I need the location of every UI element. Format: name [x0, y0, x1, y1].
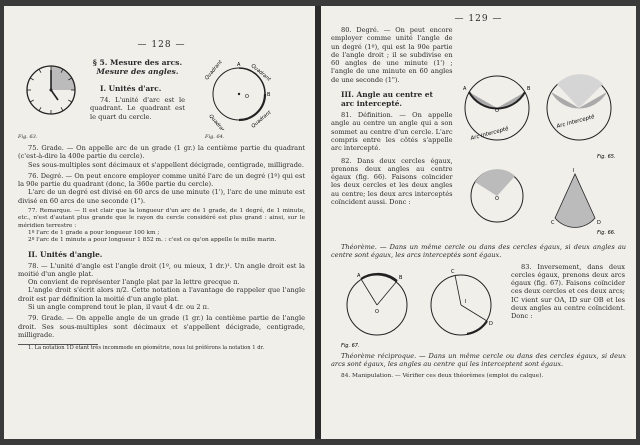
sector-shade: [555, 174, 595, 227]
figure-64: [185, 58, 293, 140]
point-label: A: [462, 86, 466, 92]
center-label: O: [494, 108, 499, 114]
paragraph-75: 75. Grade. — On appelle arc de un grade (1 gr.) la centième partie du quadrant (c'est-à-dire la 400e partie du cercle).: [18, 144, 305, 161]
paragraph-78b: On convient de représenter l'angle plat par la lettre grecque π.: [28, 278, 240, 287]
clock-hand: [51, 90, 58, 100]
paragraph-77b: 1º l'arc de 1 grade a pour longueur 100 km ;: [28, 229, 160, 236]
sector-shade: [469, 92, 525, 109]
paragraph-78: 78. — L'unité d'angle est l'angle droit (1º, ou mieux, 1 dr.)¹. Un angle droit est la moitié d'un angle plat.: [18, 261, 305, 278]
clock-diagram: [18, 58, 84, 130]
center-label: I: [572, 168, 575, 174]
paragraph-76: 76. Degré. — On peut encore employer comme unité l'arc de un degré (1º) qui est la 90e partie du quadrant (donc, la 360e partie du cercle).: [18, 171, 305, 189]
figure-caption: Fig. 67.: [341, 342, 360, 349]
theorem-2: Théorème réciproque. — Dans un même cercle ou dans des cercles égaux, si deux arcs sont égaux, les angles au centre qui les interceptent sont égaux.: [331, 351, 626, 368]
figure-67-diagram: [331, 263, 511, 349]
page-number: — 128 —: [137, 40, 186, 50]
point-label: C: [550, 220, 555, 226]
arc-label: Arc intercepté: [469, 126, 509, 142]
theorem-1: Théorème. — Dans un même cercle ou dans des cercles égaux, si deux angles au centre sont égaux, les arcs interceptés sont égaux.: [331, 243, 626, 260]
paragraph-77c: 2º l'arc de 1 minute a pour longueur 1 852 m. : c'est ce qu'on appelle le mille marin.: [28, 237, 277, 244]
page-number: — 129 —: [454, 14, 503, 24]
quadrant-label: Quadrant: [207, 113, 228, 130]
arc-label: Arc intercepté: [555, 114, 595, 130]
paragraph-79: 79. Grade. — On appelle angle de un grade (1 gr.) la centième partie de l'angle droit. Ses sous-multiples sont décimaux et s'appellent décigrade, centigrade, milligrade.: [18, 314, 305, 339]
figure-63: [18, 58, 86, 140]
figure-caption: Fig. 66.: [596, 230, 616, 236]
paragraph-78d: Si un angle comprend tout le plan, il vaut 4 dr. ou 2 π.: [28, 303, 210, 312]
point-label: C: [451, 268, 455, 275]
figure-caption: Fig. 65.: [596, 154, 616, 160]
point-label: D: [489, 320, 493, 327]
paragraph-83: 83. Inversement, dans deux cercles égaux, prenons deux arcs égaux (fig. 67). Faisons coïncider ces deux cercles et ces deux arcs; IC vient sur OA, ID sur OB et les deux angles au centre coïncident. Donc :: [511, 262, 625, 321]
figure-caption: Fig. 63.: [18, 134, 38, 140]
point-label: B: [267, 92, 271, 98]
quadrant-label: Quadrant: [250, 109, 273, 130]
quadrant-circle-diagram: [185, 58, 289, 130]
subheading-unites-angle: II. Unités d'angle.: [28, 249, 103, 259]
left-page: [4, 6, 315, 439]
paragraph-80: 80. Degré. — On peut encore employer comme unité l'angle de un degré (1º), qui est la 90e partie de l'angle droit ; il se subdivise en 60 angles de une minute (1') ; l'angle de une minute en 60 angles de une seconde (1").: [331, 26, 453, 84]
paragraph-76b: L'arc de un degré est divisé en 60 arcs de une minute (1'), l'arc de une minute est divisé en 60 arcs de une seconde (1").: [18, 188, 305, 205]
paragraph-81: 81. Définition. — On appelle angle au centre un angle qui a son sommet au centre d'un cercle. L'arc compris entre les côtés s'appelle arc intercepté.: [331, 111, 453, 153]
point-label: D: [596, 220, 601, 226]
subheading-unites-arc: I. Unités d'arc.: [100, 84, 162, 93]
center-label: I: [465, 298, 467, 305]
paragraph-77: 77. Remarque. — Il est clair que la longueur d'un arc de 1 grade, de 1 degré, de 1 minute, etc., n'est d'autant plus grande que le rayon du cercle considéré est plus grand : ainsi, sur le méridien terrestre :: [18, 208, 305, 229]
section-subtitle: Mesure des angles.: [96, 67, 179, 76]
paragraph-84: 84. Manipulation. — Vérifier ces deux théorèmes (emploi du calque).: [341, 373, 544, 380]
footnote: 1. La notation 1D étant très incommode en géométrie, nous lui préférons la notation 1 dr.: [28, 345, 265, 352]
paragraph-78c: L'angle droit s'écrit alors π/2. Cette notation a l'avantage de rappeler que l'angle droit est par définition la moitié d'un angle plat.: [18, 286, 305, 303]
center-label: O: [375, 308, 379, 315]
quadrant-label: Quadrant: [203, 59, 224, 82]
right-page: [321, 6, 636, 439]
point-label: A: [237, 62, 241, 68]
point-label: B: [399, 274, 403, 281]
center-label: O: [245, 94, 249, 100]
center-label: O: [494, 196, 499, 202]
figure-65-diagram: [457, 62, 625, 162]
paragraph-74: 74. L'unité d'arc est le quadrant. Le quadrant est le quart du cercle.: [90, 96, 185, 121]
point-label: B: [526, 86, 531, 92]
section-title: § 5. Mesure des arcs.: [92, 58, 183, 67]
figure-caption: Fig. 64.: [205, 134, 225, 140]
paragraph-82: 82. Dans deux cercles égaux, prenons deux angles au centre égaux (fig. 66). Faisons coïncider les deux cercles et les deux angles au centre; les deux arcs interceptés coïncident aussi. Donc :: [331, 156, 453, 207]
subheading-arc-intercepte: arc intercepté.: [341, 99, 403, 109]
point-label: A: [357, 272, 361, 279]
paragraph-75b: Ses sous-multiples sont décimaux et s'appellent décigrade, centigrade, milligrade.: [28, 160, 304, 169]
quadrant-label: Quadrant: [249, 62, 272, 83]
figure-66-diagram: [457, 166, 625, 236]
subheading-angle-centre: III. Angle au centre et: [341, 90, 433, 100]
